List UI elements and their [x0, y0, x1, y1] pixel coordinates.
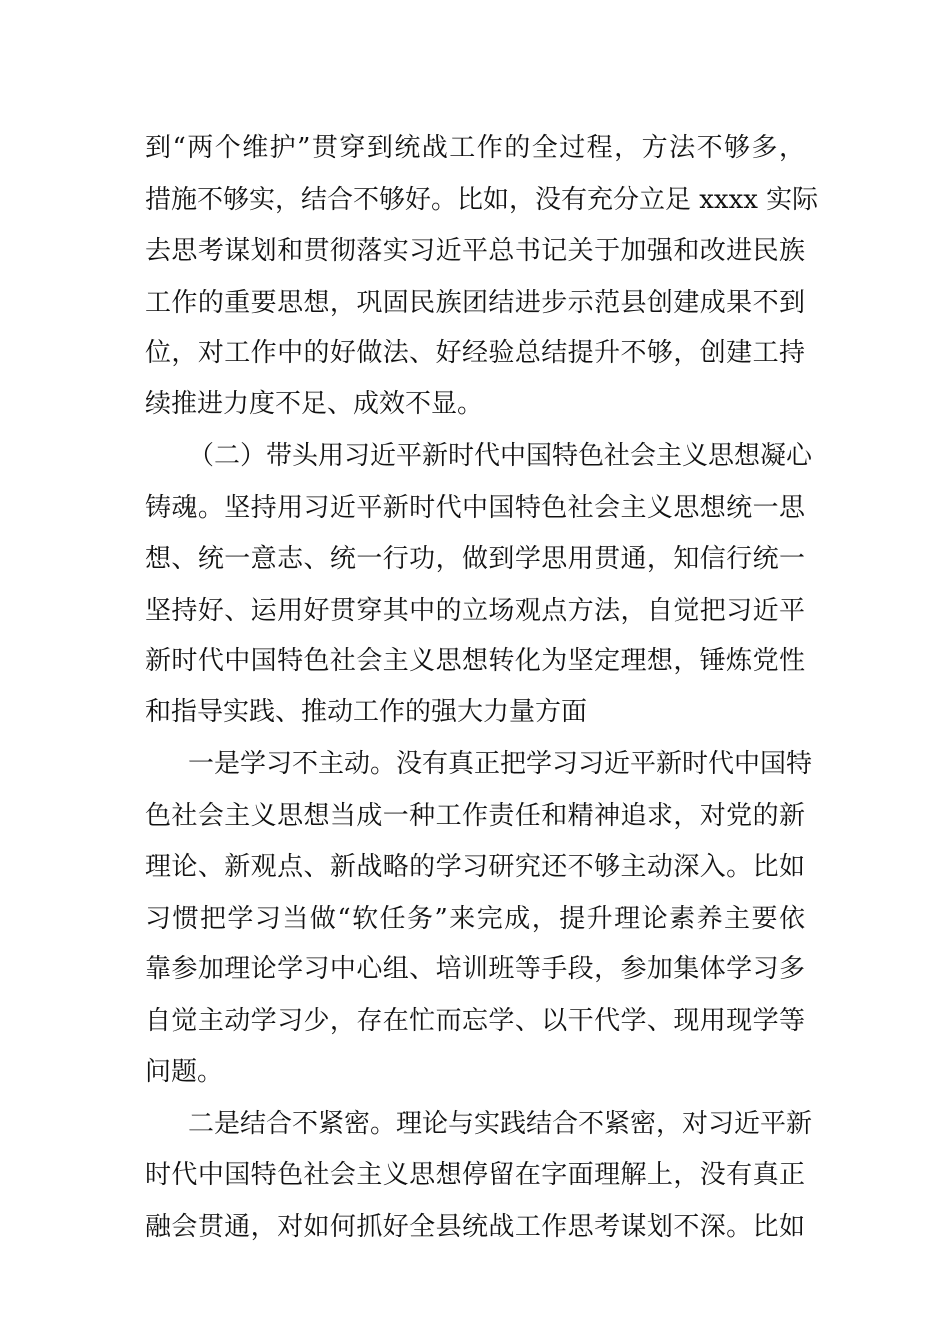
text-line: 色社会主义思想当成一种工作责任和精神追求，对党的新: [145, 801, 805, 831]
section-heading-line: （二）带头用习近平新时代中国特色社会主义思想凝心: [188, 441, 813, 471]
text-line: 时代中国特色社会主义思想停留在字面理解上，没有真正: [145, 1160, 805, 1190]
text-line: 位，对工作中的好做法、好经验总结提升不够，创建工持: [145, 338, 805, 368]
text-line: 和指导实践、推动工作的强大力量方面: [145, 697, 588, 727]
text-line: 问题。: [145, 1057, 224, 1087]
paragraph-first-line: 一是学习不主动。没有真正把学习习近平新时代中国特: [188, 749, 813, 779]
text-line: 自觉主动学习少，存在忙而忘学、以干代学、现用现学等: [145, 1006, 805, 1036]
text-line: 融会贯通，对如何抓好全县统战工作思考谋划不深。比如: [145, 1212, 805, 1242]
text-line: 去思考谋划和贯彻落实习近平总书记关于加强和改进民族: [145, 236, 805, 266]
text-line: 铸魂。坚持用习近平新时代中国特色社会主义思想统一思: [145, 493, 805, 523]
text-line: 理论、新观点、新战略的学习研究还不够主动深入。比如: [145, 852, 805, 882]
text-line: 坚持好、运用好贯穿其中的立场观点方法，自觉把习近平: [145, 596, 805, 626]
text-line: 措施不够实，结合不够好。比如，没有充分立足 xxxx 实际: [145, 185, 819, 215]
text-line: 新时代中国特色社会主义思想转化为坚定理想，锤炼党性: [145, 646, 805, 676]
text-line: 到“两个维护”贯穿到统战工作的全过程，方法不够多，: [145, 133, 805, 163]
text-line: 工作的重要思想，巩固民族团结进步示范县创建成果不到: [145, 288, 805, 318]
text-line: 习惯把学习当做“软任务”来完成，提升理论素养主要依: [145, 904, 805, 934]
paragraph-first-line: 二是结合不紧密。理论与实践结合不紧密，对习近平新: [188, 1109, 813, 1139]
text-line: 续推进力度不足、成效不显。: [145, 389, 484, 419]
text-line: 想、统一意志、统一行功，做到学思用贯通，知信行统一: [145, 544, 805, 574]
text-line: 靠参加理论学习中心组、培训班等手段，参加集体学习多: [145, 954, 805, 984]
